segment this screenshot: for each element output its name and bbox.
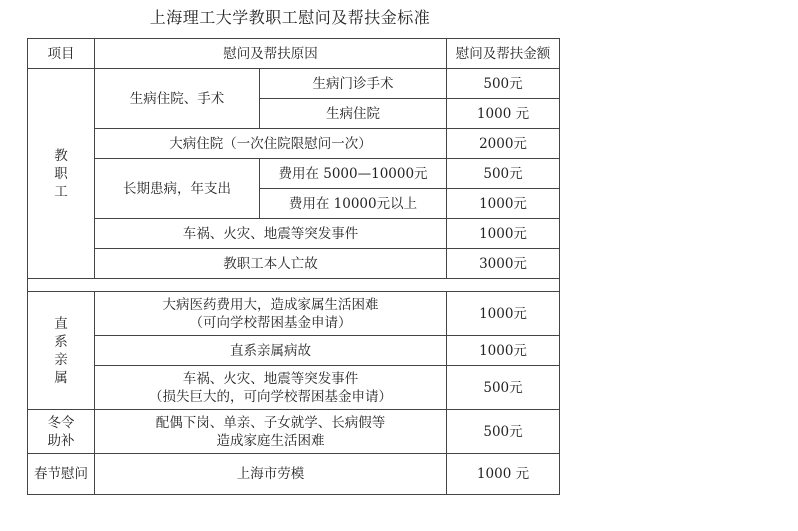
spring-amount: 1000 元 — [447, 454, 560, 495]
family-emergency-amount: 500元 — [447, 366, 560, 410]
winter-reason-line1: 配偶下岗、单亲、子女就学、长病假等 — [155, 414, 386, 431]
winter-label — [28, 410, 95, 454]
family-label-char: 系 — [54, 333, 68, 350]
table-row — [28, 159, 560, 189]
outpatient-amount: 500元 — [447, 69, 560, 99]
staff-label — [28, 69, 95, 279]
cost-range-1: 费用在 5000—10000元 — [260, 159, 447, 189]
winter-label-line1: 冬令 — [47, 414, 75, 431]
separator-row — [28, 279, 560, 292]
staff-label-char: 教 — [54, 147, 68, 164]
outpatient-surgery: 生病门诊手术 — [260, 69, 447, 99]
family-major-medical-line2: （可向学校帮困基金申请） — [189, 314, 352, 331]
hospitalized: 生病住院 — [260, 99, 447, 129]
staff-emergency-amount: 1000元 — [447, 219, 560, 249]
table-row — [28, 366, 560, 410]
hospitalized-amount: 1000 元 — [447, 99, 560, 129]
cost-range-1-amount: 500元 — [447, 159, 560, 189]
family-major-medical-line1: 大病医药费用大，造成家属生活困难 — [162, 296, 379, 313]
family-label-char: 亲 — [54, 351, 68, 368]
table-row — [28, 249, 560, 279]
staff-label-char: 工 — [54, 183, 68, 200]
header-reason: 慰问及帮扶原因 — [95, 39, 447, 69]
family-label-char: 直 — [54, 315, 68, 332]
header-item: 项目 — [28, 39, 95, 69]
table-row — [28, 336, 560, 366]
staff-label-char: 职 — [54, 165, 68, 182]
family-major-medical — [95, 292, 447, 336]
family-death-amount: 1000元 — [447, 336, 560, 366]
staff-emergency: 车祸、火灾、地震等突发事件 — [95, 219, 447, 249]
family-major-medical-amount: 1000元 — [447, 292, 560, 336]
table-row — [28, 410, 560, 454]
winter-reason — [95, 410, 447, 454]
family-emergency — [95, 366, 447, 410]
family-emergency-line2: （损失巨大的，可向学校帮困基金申请） — [149, 388, 392, 405]
spring-reason: 上海市劳模 — [95, 454, 447, 495]
family-label-char: 属 — [54, 369, 68, 386]
table-row — [28, 129, 560, 159]
chronic-group-label: 长期患病，年支出 — [95, 159, 260, 219]
family-emergency-line1: 车祸、火灾、地震等突发事件 — [182, 370, 359, 387]
staff-death: 教职工本人亡故 — [95, 249, 447, 279]
major-illness: 大病住院（一次住院限慰问一次） — [95, 129, 447, 159]
spring-label: 春节慰问 — [28, 454, 95, 495]
subsidy-standard-table — [27, 38, 560, 495]
winter-label-line2: 助补 — [47, 432, 75, 449]
table-row — [28, 69, 560, 99]
table-row — [28, 292, 560, 336]
family-death: 直系亲属病故 — [95, 336, 447, 366]
cost-range-2-amount: 1000元 — [447, 189, 560, 219]
illness-group-label: 生病住院、手术 — [95, 69, 260, 129]
major-illness-amount: 2000元 — [447, 129, 560, 159]
staff-death-amount: 3000元 — [447, 249, 560, 279]
family-label — [28, 292, 95, 410]
table-header-row — [28, 39, 560, 69]
winter-reason-line2: 造成家庭生活困难 — [216, 432, 325, 449]
header-amount: 慰问及帮扶金额 — [447, 39, 560, 69]
winter-amount: 500元 — [447, 410, 560, 454]
table-row — [28, 219, 560, 249]
page-title: 上海理工大学教职工慰问及帮扶金标准 — [149, 8, 431, 27]
cost-range-2: 费用在 10000元以上 — [260, 189, 447, 219]
table-row — [28, 454, 560, 495]
